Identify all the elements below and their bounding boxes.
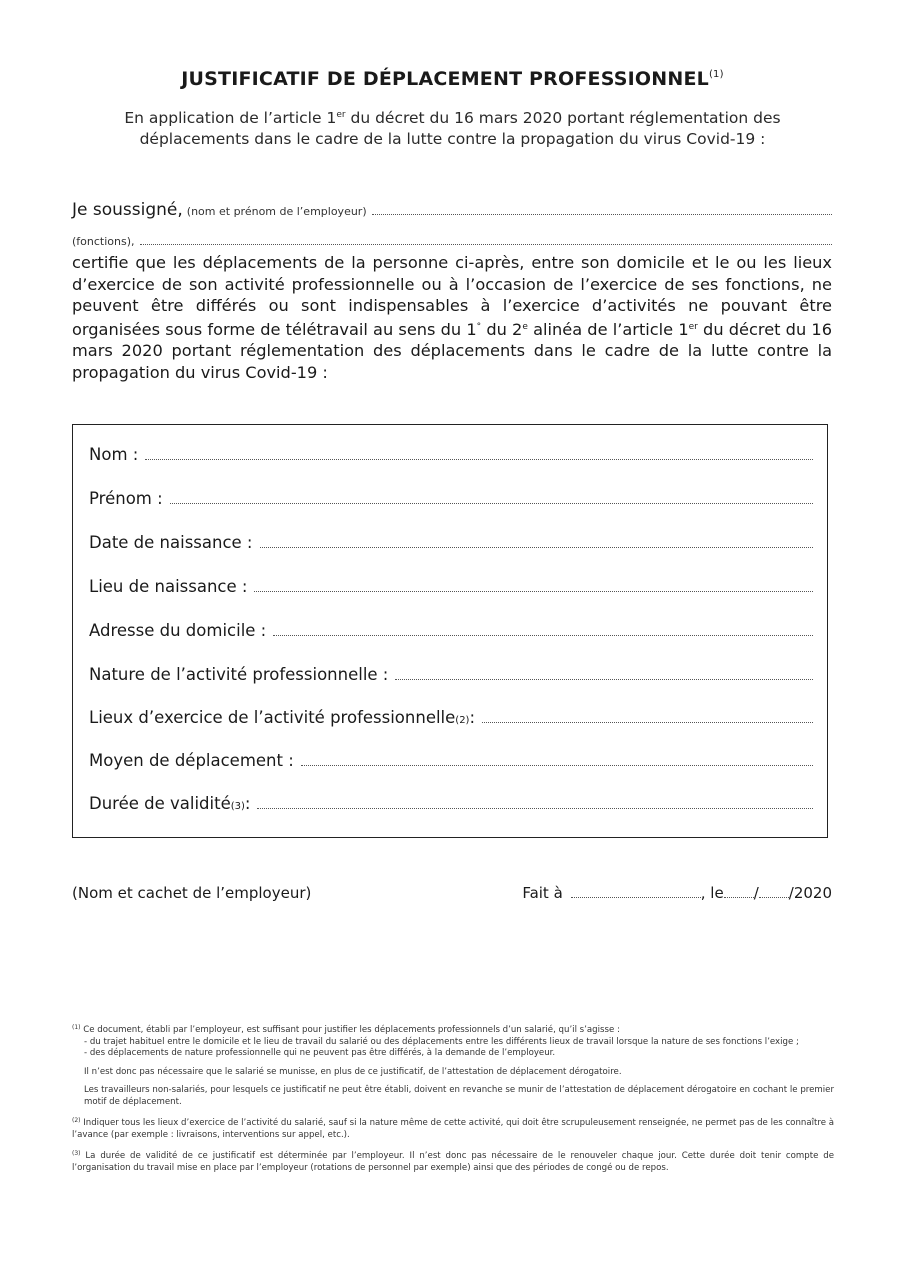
field-duree bbox=[89, 794, 813, 813]
field-lieux bbox=[89, 708, 813, 727]
field-lieu-naissance-label: Lieu de naissance : bbox=[89, 577, 248, 596]
field-date-naissance-label: Date de naissance : bbox=[89, 533, 253, 552]
employer-name-hint: (nom et prénom de l’employeur) bbox=[186, 205, 367, 218]
field-nom-input[interactable] bbox=[145, 449, 813, 460]
field-lieu-naissance-input[interactable] bbox=[254, 581, 813, 592]
footnote-3-text: La durée de validité de ce justificatif est déterminée par l’employeur. Il n’est donc pas nécessaire de le renouveler chaque jour. Cette durée doit tenir compte de l’organisation du travail mise en place par l’employeur (rotations de personnel par exemple) ainsi que des périodes de congé ou de repos. bbox=[72, 1151, 834, 1173]
field-nom bbox=[89, 445, 813, 464]
field-moyen-input[interactable] bbox=[301, 755, 813, 766]
fait-label: Fait à bbox=[522, 884, 563, 902]
field-lieux-colon: : bbox=[469, 708, 476, 727]
footnotes bbox=[72, 1022, 834, 1181]
field-adresse-label: Adresse du domicile : bbox=[89, 621, 267, 640]
footnote-1-ref: (1) bbox=[72, 1024, 81, 1031]
field-duree-colon: : bbox=[244, 794, 251, 813]
field-lieux-input[interactable] bbox=[482, 712, 813, 723]
field-prenom-input[interactable] bbox=[170, 493, 813, 504]
field-moyen bbox=[89, 751, 813, 770]
subtitle-part2: du décret du 16 mars 2020 portant réglementation des déplacements dans le cadre de la lutte contre la propagation du virus Covid-19 : bbox=[139, 109, 781, 148]
field-adresse bbox=[89, 621, 813, 640]
footnote-2-ref: (2) bbox=[72, 1117, 81, 1124]
footnote-1-text: Ce document, établi par l’employeur, est suffisant pour justifier les déplacements professionnels d’un salarié, qu’il s’agisse : bbox=[83, 1025, 620, 1035]
field-nature-label: Nature de l’activité professionnelle : bbox=[89, 665, 389, 684]
employer-function-line bbox=[72, 234, 832, 248]
certify-part3: alinéa de l’article 1 bbox=[527, 319, 689, 339]
certify-part1: certifie que les déplacements de la personne ci-après, entre son domicile et le ou les lieux d’exercice de son activité professionnelle ou à l’occasion de l’exercice de ses fonctions, ne peuvent être différés ou sont indispensables à l’exercice d’activités ne pouvant être organisées sous forme de télétravail au sens du 1 bbox=[72, 253, 832, 339]
field-prenom-label: Prénom : bbox=[89, 489, 163, 508]
field-lieu-naissance bbox=[89, 577, 813, 596]
field-duree-ref: (3) bbox=[230, 801, 245, 812]
footnote-3-ref: (3) bbox=[72, 1150, 81, 1157]
field-nom-label: Nom : bbox=[89, 445, 139, 464]
footnote-1-para-c: Il n’est donc pas nécessaire que le salarié se munisse, en plus de ce justificatif, de l’attestation de déplacement dérogatoire. bbox=[84, 1066, 622, 1077]
le-label: , le bbox=[700, 884, 724, 902]
field-adresse-input[interactable] bbox=[273, 625, 813, 636]
date-year: /2020 bbox=[788, 884, 832, 902]
footnote-1 bbox=[72, 1022, 834, 1037]
subtitle-sup: er bbox=[336, 110, 346, 120]
employer-signature-label: (Nom et cachet de l’employeur) bbox=[72, 884, 312, 902]
certify-sup2: e bbox=[522, 321, 528, 332]
fait-place-input[interactable] bbox=[571, 887, 701, 898]
date-month-input[interactable] bbox=[759, 887, 789, 898]
employer-lead: Je soussigné, bbox=[72, 200, 183, 220]
signature-place-date bbox=[522, 884, 832, 902]
footnote-1-item-b: - des déplacements de nature professionnelle qui ne peuvent pas être différés, à la demande de l’employeur. bbox=[84, 1048, 556, 1058]
field-duree-label: Durée de validité bbox=[89, 794, 231, 813]
footnote-2-text: Indiquer tous les lieux d’exercice de l’activité du salarié, sauf si la nature même de cette activité, qui doit être scrupuleusement renseignée, ne permet pas de les connaître à l’avance (par exemple : livraisons, interventions sur appel, etc.). bbox=[72, 1118, 834, 1140]
field-duree-input[interactable] bbox=[257, 798, 813, 809]
field-lieux-ref: (2) bbox=[455, 715, 470, 726]
footnote-3 bbox=[72, 1148, 834, 1174]
title-text: JUSTIFICATIF DE DÉPLACEMENT PROFESSIONNEL bbox=[181, 68, 709, 90]
certify-sup1: ° bbox=[476, 321, 482, 332]
date-slash: / bbox=[753, 884, 759, 902]
employee-info-box bbox=[72, 424, 828, 838]
title-note-ref: (1) bbox=[708, 69, 724, 80]
field-nature bbox=[89, 665, 813, 684]
employer-name-field[interactable] bbox=[372, 204, 832, 215]
field-date-naissance-input[interactable] bbox=[260, 537, 814, 548]
field-lieux-label: Lieux d’exercice de l’activité professionnelle bbox=[89, 708, 456, 727]
date-day-input[interactable] bbox=[724, 887, 754, 898]
field-prenom bbox=[89, 489, 813, 508]
footnote-2 bbox=[72, 1115, 834, 1141]
footnote-1-item-a: - du trajet habituel entre le domicile et le lieu de travail du salarié ou des déplacements entre les différents lieux de travail lorsque la nature de ses fonctions l’exige ; bbox=[84, 1036, 799, 1047]
document-title bbox=[0, 68, 905, 90]
employer-function-hint: (fonctions), bbox=[72, 235, 135, 248]
certification-text bbox=[72, 252, 832, 384]
certify-sup3: er bbox=[688, 321, 698, 332]
employer-function-field[interactable] bbox=[140, 234, 832, 245]
subtitle bbox=[70, 105, 835, 150]
field-nature-input[interactable] bbox=[395, 669, 813, 680]
certify-part2: du 2 bbox=[481, 319, 523, 339]
footnote-1-para-d: Les travailleurs non-salariés, pour lesquels ce justificatif ne peut être établi, doivent en revanche se munir de l’attestation de déplacement dérogatoire en cochant le premier motif de déplacement. bbox=[84, 1085, 834, 1107]
field-moyen-label: Moyen de déplacement : bbox=[89, 751, 294, 770]
certify-part4: du décret du 16 mars 2020 portant réglementation des déplacements dans le cadre de la lutte contre la propagation du virus Covid-19 : bbox=[72, 319, 832, 382]
field-date-naissance bbox=[89, 533, 813, 552]
subtitle-part1: En application de l’article 1 bbox=[124, 109, 337, 127]
employer-name-line bbox=[72, 200, 832, 220]
